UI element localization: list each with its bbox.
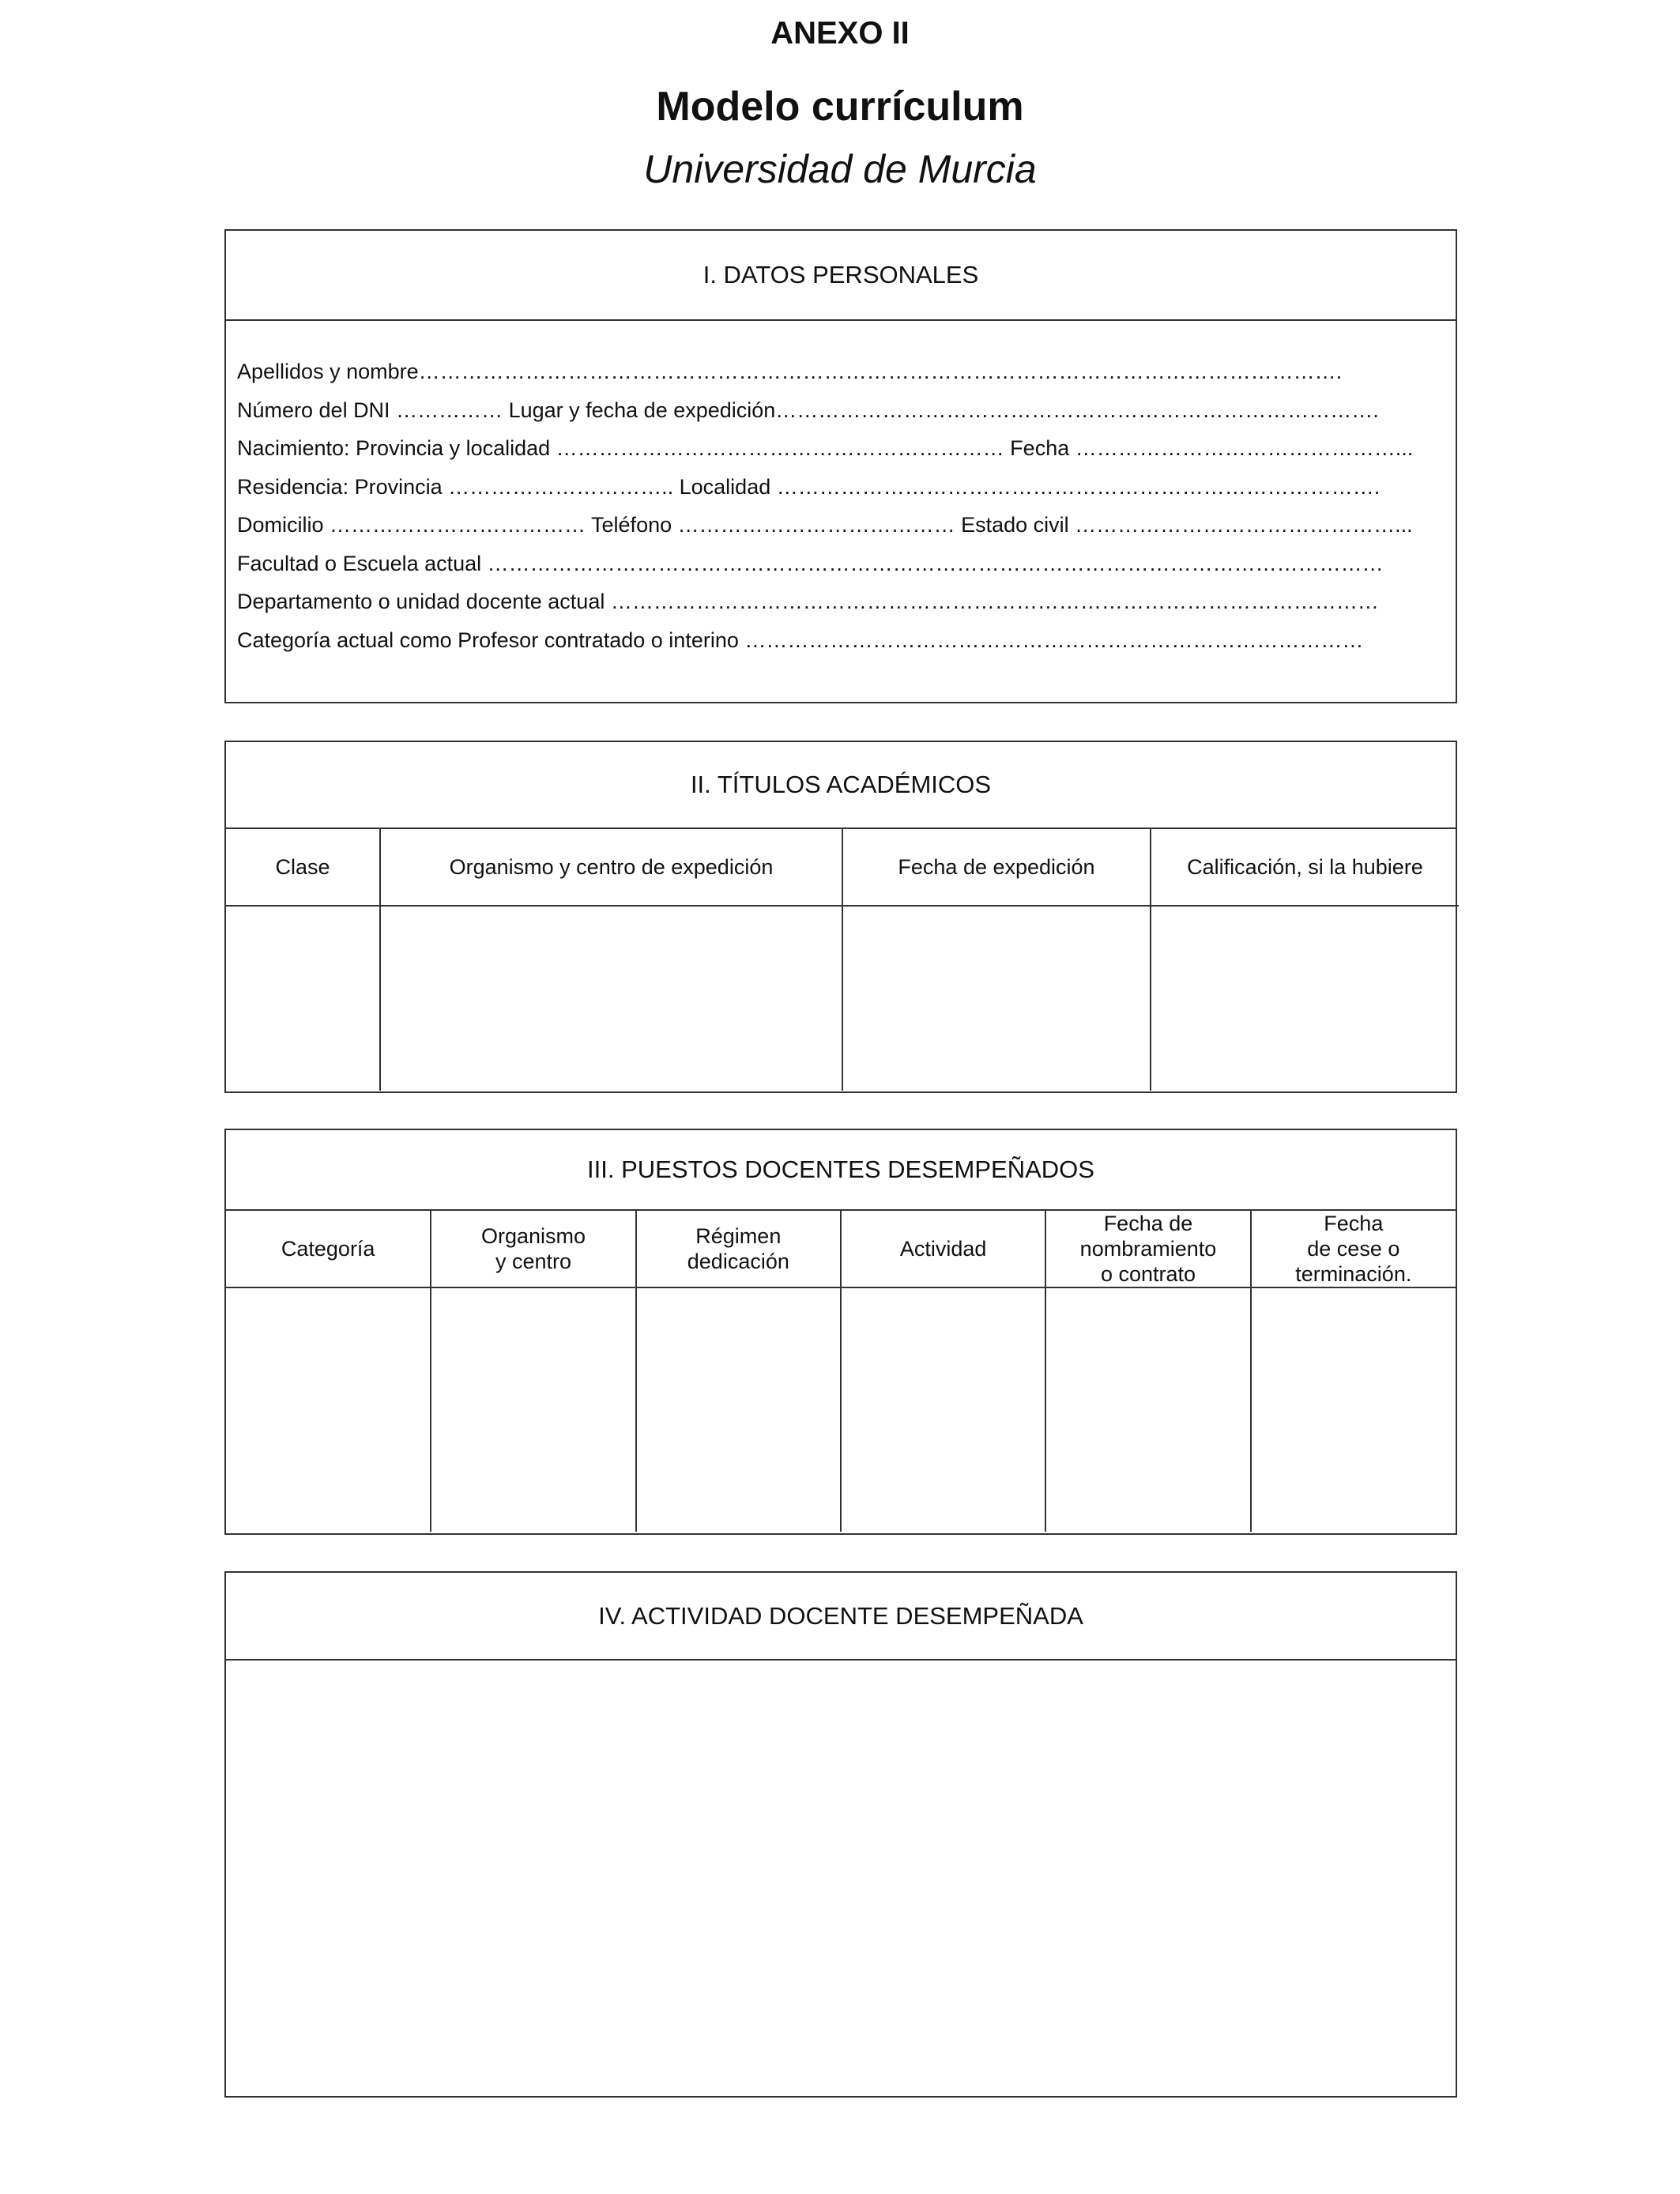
- field-address-phone[interactable]: Domicilio ……………………………… Teléfono ………………………………… Estado civil ………………………………………...: [237, 513, 1413, 537]
- page-title: Modelo currículum: [656, 84, 1024, 130]
- activity-text-area[interactable]: [226, 1661, 1456, 2095]
- section-academic-titles: [224, 741, 1457, 1093]
- field-category[interactable]: Categoría actual como Profesor contratado o interino ……………………………………………………………………………: [237, 628, 1364, 652]
- field-full-name[interactable]: Apellidos y nombre………………………………………………………………………………………………………………….: [237, 360, 1343, 383]
- table-cell[interactable]: [842, 906, 1151, 1091]
- section-personal-data: [224, 229, 1457, 703]
- field-department[interactable]: Departamento o unidad docente actual ………………………………………………………………………………………………: [237, 590, 1379, 613]
- table-header-row: [226, 829, 1459, 906]
- table-cell[interactable]: [226, 1287, 431, 1532]
- table-cell[interactable]: [380, 906, 842, 1091]
- table-cell[interactable]: [1045, 1287, 1250, 1532]
- table-cell[interactable]: [226, 906, 380, 1091]
- column-header: Régimen dedicación: [636, 1211, 841, 1287]
- section-title: III. PUESTOS DOCENTES DESEMPEÑADOS: [226, 1130, 1456, 1211]
- column-header: Fecha de nombramiento o contrato: [1045, 1211, 1250, 1287]
- titles-table: [226, 829, 1459, 1091]
- section-teaching-positions: [224, 1129, 1457, 1535]
- personal-data-fields: [226, 321, 1456, 659]
- table-row: [226, 1287, 1456, 1532]
- table-cell[interactable]: [431, 1287, 635, 1532]
- page-subtitle: Universidad de Murcia: [643, 147, 1037, 191]
- table-cell[interactable]: [841, 1287, 1045, 1532]
- field-residence[interactable]: Residencia: Provincia ………………………….. Localidad ………………………………………………………………………….: [237, 474, 1381, 499]
- section-title: IV. ACTIVIDAD DOCENTE DESEMPEÑADA: [226, 1573, 1456, 1661]
- table-header-row: [226, 1211, 1456, 1287]
- column-header: Organismo y centro de expedición: [380, 829, 842, 906]
- column-header: Calificación, si la hubiere: [1151, 829, 1459, 906]
- section-title: I. DATOS PERSONALES: [226, 231, 1456, 321]
- field-dni-issue[interactable]: Número del DNI …………… Lugar y fecha de expedición………………………………………………………………………….: [237, 398, 1379, 422]
- table-cell[interactable]: [1151, 906, 1459, 1091]
- column-header: Fecha de expedición: [842, 829, 1151, 906]
- section-teaching-activity: [224, 1571, 1457, 2098]
- section-title: II. TÍTULOS ACADÉMICOS: [226, 742, 1456, 829]
- column-header: Clase: [226, 829, 380, 906]
- column-header: Actividad: [841, 1211, 1045, 1287]
- column-header: Fecha de cese o terminación.: [1251, 1211, 1456, 1287]
- column-header: Organismo y centro: [431, 1211, 635, 1287]
- table-cell[interactable]: [636, 1287, 841, 1532]
- field-faculty[interactable]: Facultad o Escuela actual ………………………………………………………………………………………………………………: [237, 551, 1384, 575]
- annex-label: ANEXO II: [770, 16, 910, 51]
- table-row: [226, 906, 1459, 1091]
- column-header: Categoría: [226, 1211, 431, 1287]
- table-cell[interactable]: [1251, 1287, 1456, 1532]
- positions-table: [226, 1211, 1456, 1532]
- field-birth[interactable]: Nacimiento: Provincia y localidad ……………………………………………………… Fecha ………………………………………...: [237, 436, 1414, 460]
